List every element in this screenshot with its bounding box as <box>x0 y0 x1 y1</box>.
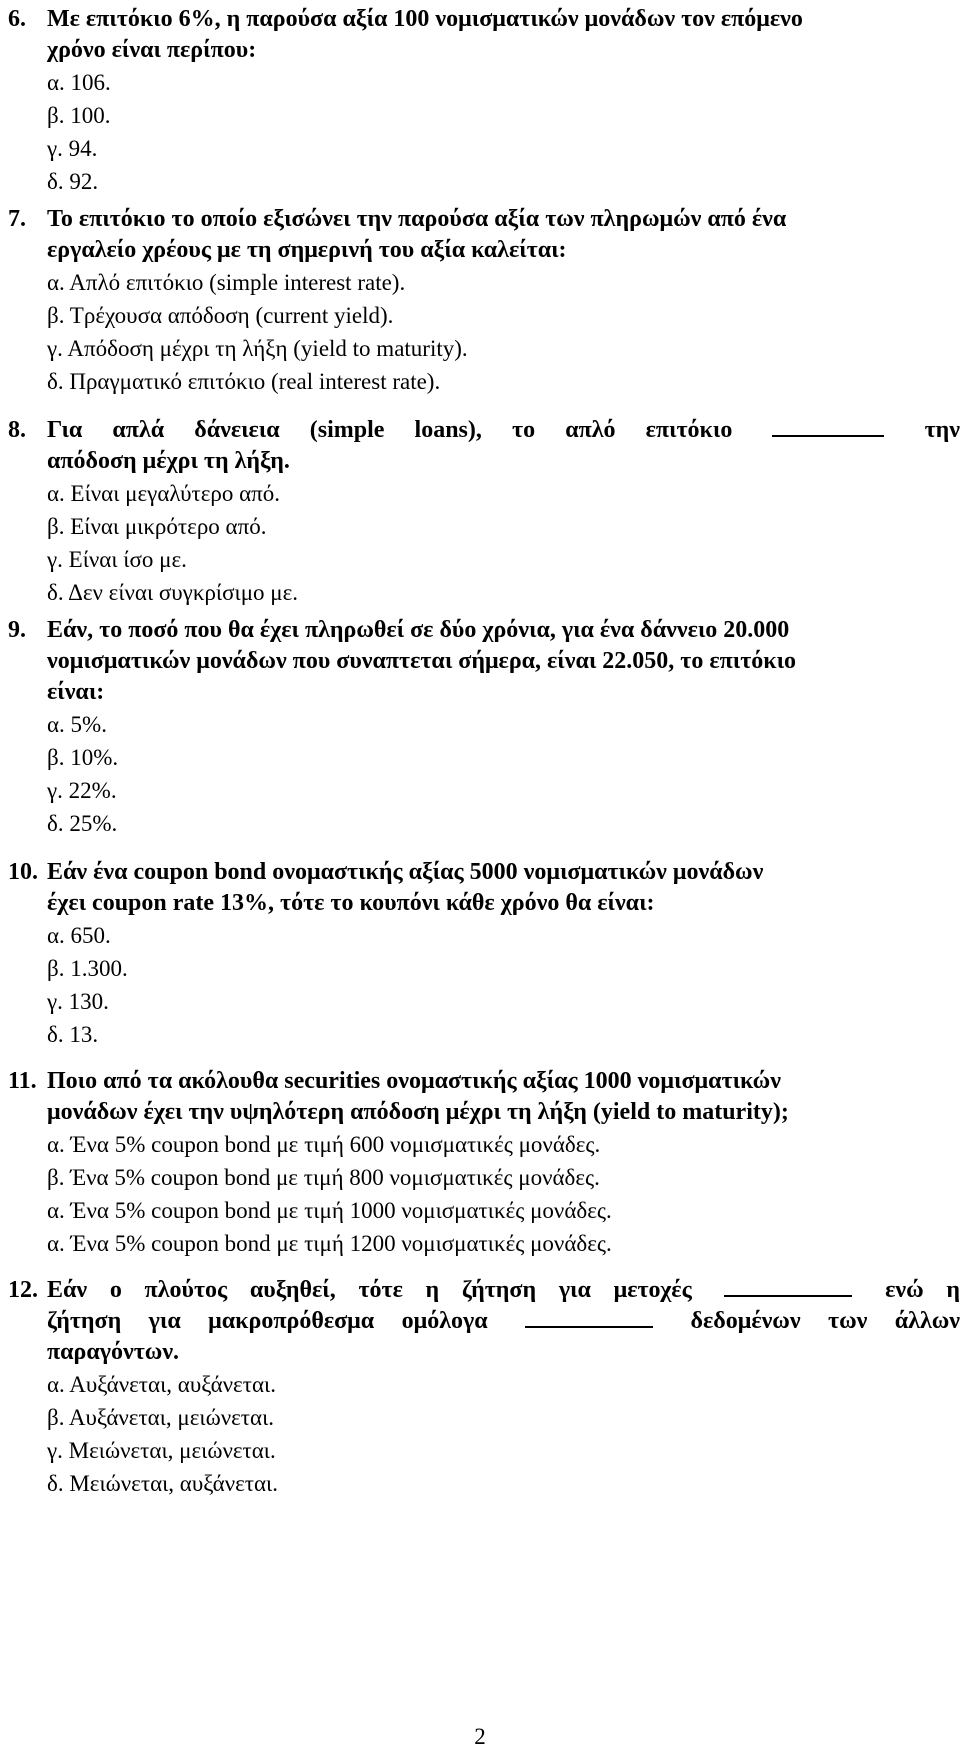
answer-option: δ. 92. <box>47 169 99 194</box>
answer-option: α. 650. <box>47 923 111 948</box>
question-11 <box>8 1066 960 1260</box>
question-text: Εάν ο πλούτος αυξηθεί, τότε η ζήτηση για μετοχές <box>47 1277 692 1303</box>
question-text: χρόνο είναι περίπου: <box>47 37 257 63</box>
fill-in-blank <box>772 415 884 437</box>
question-line <box>8 415 960 446</box>
question-text: δεδομένων των άλλων <box>690 1308 960 1334</box>
answer-option: β. Ένα 5% coupon bond με τιμή 800 νομισματικές μονάδες. <box>47 1165 600 1190</box>
question-text: Εάν ένα coupon bond ονομαστικής αξίας 5000 νομισματικών μονάδων <box>47 859 764 885</box>
question-line <box>8 888 960 919</box>
question-text: ζήτηση για μακροπρόθεσμα ομόλογα <box>47 1308 488 1334</box>
question-text-line <box>47 1275 960 1306</box>
answer-option: γ. Είναι ίσο με. <box>47 547 187 572</box>
answer-option: α. Αυξάνεται, αυξάνεται. <box>47 1372 276 1397</box>
question-line <box>8 204 960 235</box>
question-text: Ποιο από τα ακόλουθα securities ονομαστικής αξίας 1000 νομισματικών <box>47 1068 781 1094</box>
question-line <box>8 446 960 477</box>
answer-option: β. Αυξάνεται, μειώνεται. <box>47 1405 275 1430</box>
answer-option: β. 100. <box>47 103 111 128</box>
question-line <box>8 35 960 66</box>
fill-in-blank <box>724 1275 852 1297</box>
answer-option: δ. 13. <box>47 1022 99 1047</box>
question-6 <box>8 4 960 198</box>
question-text: Με επιτόκιο 6%, η παρούσα αξία 100 νομισματικών μονάδων τον επόμενο <box>47 6 803 32</box>
question-line <box>8 646 960 677</box>
question-number: 9. <box>8 617 26 643</box>
question-number: 8. <box>8 417 26 443</box>
answer-option: α. 106. <box>47 70 111 95</box>
question-line <box>8 1066 960 1097</box>
question-line <box>8 1097 960 1128</box>
answer-option: β. Τρέχουσα απόδοση (current yield). <box>47 303 394 328</box>
question-text-line <box>47 1306 960 1337</box>
question-text: ενώ η <box>885 1277 960 1303</box>
question-line <box>8 1306 960 1337</box>
question-9 <box>8 615 960 840</box>
page-number: 2 <box>474 1724 486 1749</box>
question-line <box>8 1337 960 1368</box>
question-text: εργαλείο χρέους με τη σημερινή του αξία καλείται: <box>47 237 567 263</box>
question-10 <box>8 857 960 1051</box>
question-text: την <box>924 417 960 443</box>
question-7 <box>8 204 960 398</box>
fill-in-blank <box>525 1306 653 1328</box>
question-line <box>8 857 960 888</box>
answer-option: γ. 22%. <box>47 778 117 803</box>
question-number: 12. <box>8 1277 38 1303</box>
answer-option: γ. 94. <box>47 136 98 161</box>
question-text: παραγόντων. <box>47 1339 180 1365</box>
question-line <box>8 235 960 266</box>
answer-option: α. Είναι μεγαλύτερο από. <box>47 481 281 506</box>
question-8 <box>8 415 960 609</box>
question-text: είναι: <box>47 679 105 705</box>
question-text: Το επιτόκιο το οποίο εξισώνει την παρούσα αξία των πληρωμών από ένα <box>47 206 787 232</box>
answer-option: δ. Μειώνεται, αυξάνεται. <box>47 1471 278 1496</box>
question-text: Για απλά δάνειεια (simple loans), το απλό επιτόκιο <box>47 417 733 443</box>
question-text-line <box>47 415 960 446</box>
answer-option: δ. 25%. <box>47 811 118 836</box>
answer-option: α. 5%. <box>47 712 107 737</box>
question-number: 6. <box>8 6 26 32</box>
question-text: μονάδων έχει την υψηλότερη απόδοση μέχρι τη λήξη (yield to maturity); <box>47 1099 789 1125</box>
answer-option: β. 10%. <box>47 745 119 770</box>
answer-option: α. Ένα 5% coupon bond με τιμή 600 νομισματικές μονάδες. <box>47 1132 601 1157</box>
answer-option: γ. Απόδοση μέχρι τη λήξη (yield to maturity). <box>47 336 468 361</box>
answer-option: α. Απλό επιτόκιο (simple interest rate). <box>47 270 406 295</box>
question-number: 11. <box>8 1068 37 1094</box>
question-line <box>8 1275 960 1306</box>
answer-option: δ. Πραγματικό επιτόκιο (real interest rate). <box>47 369 441 394</box>
question-text: απόδοση μέχρι τη λήξη. <box>47 448 290 474</box>
answer-option: δ. Δεν είναι συγκρίσιμο με. <box>47 580 299 605</box>
question-number: 10. <box>8 859 38 885</box>
answer-option: γ. 130. <box>47 989 109 1014</box>
question-text: νομισματικών μονάδων που συναπτεται σήμερα, είναι 22.050, το επιτόκιο <box>47 648 797 674</box>
answer-option: γ. Μειώνεται, μειώνεται. <box>47 1438 276 1463</box>
question-line <box>8 615 960 646</box>
question-text: έχει coupon rate 13%, τότε το κουπόνι κάθε χρόνο θα είναι: <box>47 890 655 916</box>
question-12 <box>8 1275 960 1500</box>
question-number: 7. <box>8 206 26 232</box>
answer-option: β. 1.300. <box>47 956 128 981</box>
answer-option: α. Ένα 5% coupon bond με τιμή 1200 νομισματικές μονάδες. <box>47 1231 612 1256</box>
question-line <box>8 677 960 708</box>
question-line <box>8 4 960 35</box>
answer-option: β. Είναι μικρότερο από. <box>47 514 267 539</box>
question-text: Εάν, το ποσό που θα έχει πληρωθεί σε δύο χρόνια, για ένα δάννειο 20.000 <box>47 617 790 643</box>
answer-option: α. Ένα 5% coupon bond με τιμή 1000 νομισματικές μονάδες. <box>47 1198 612 1223</box>
